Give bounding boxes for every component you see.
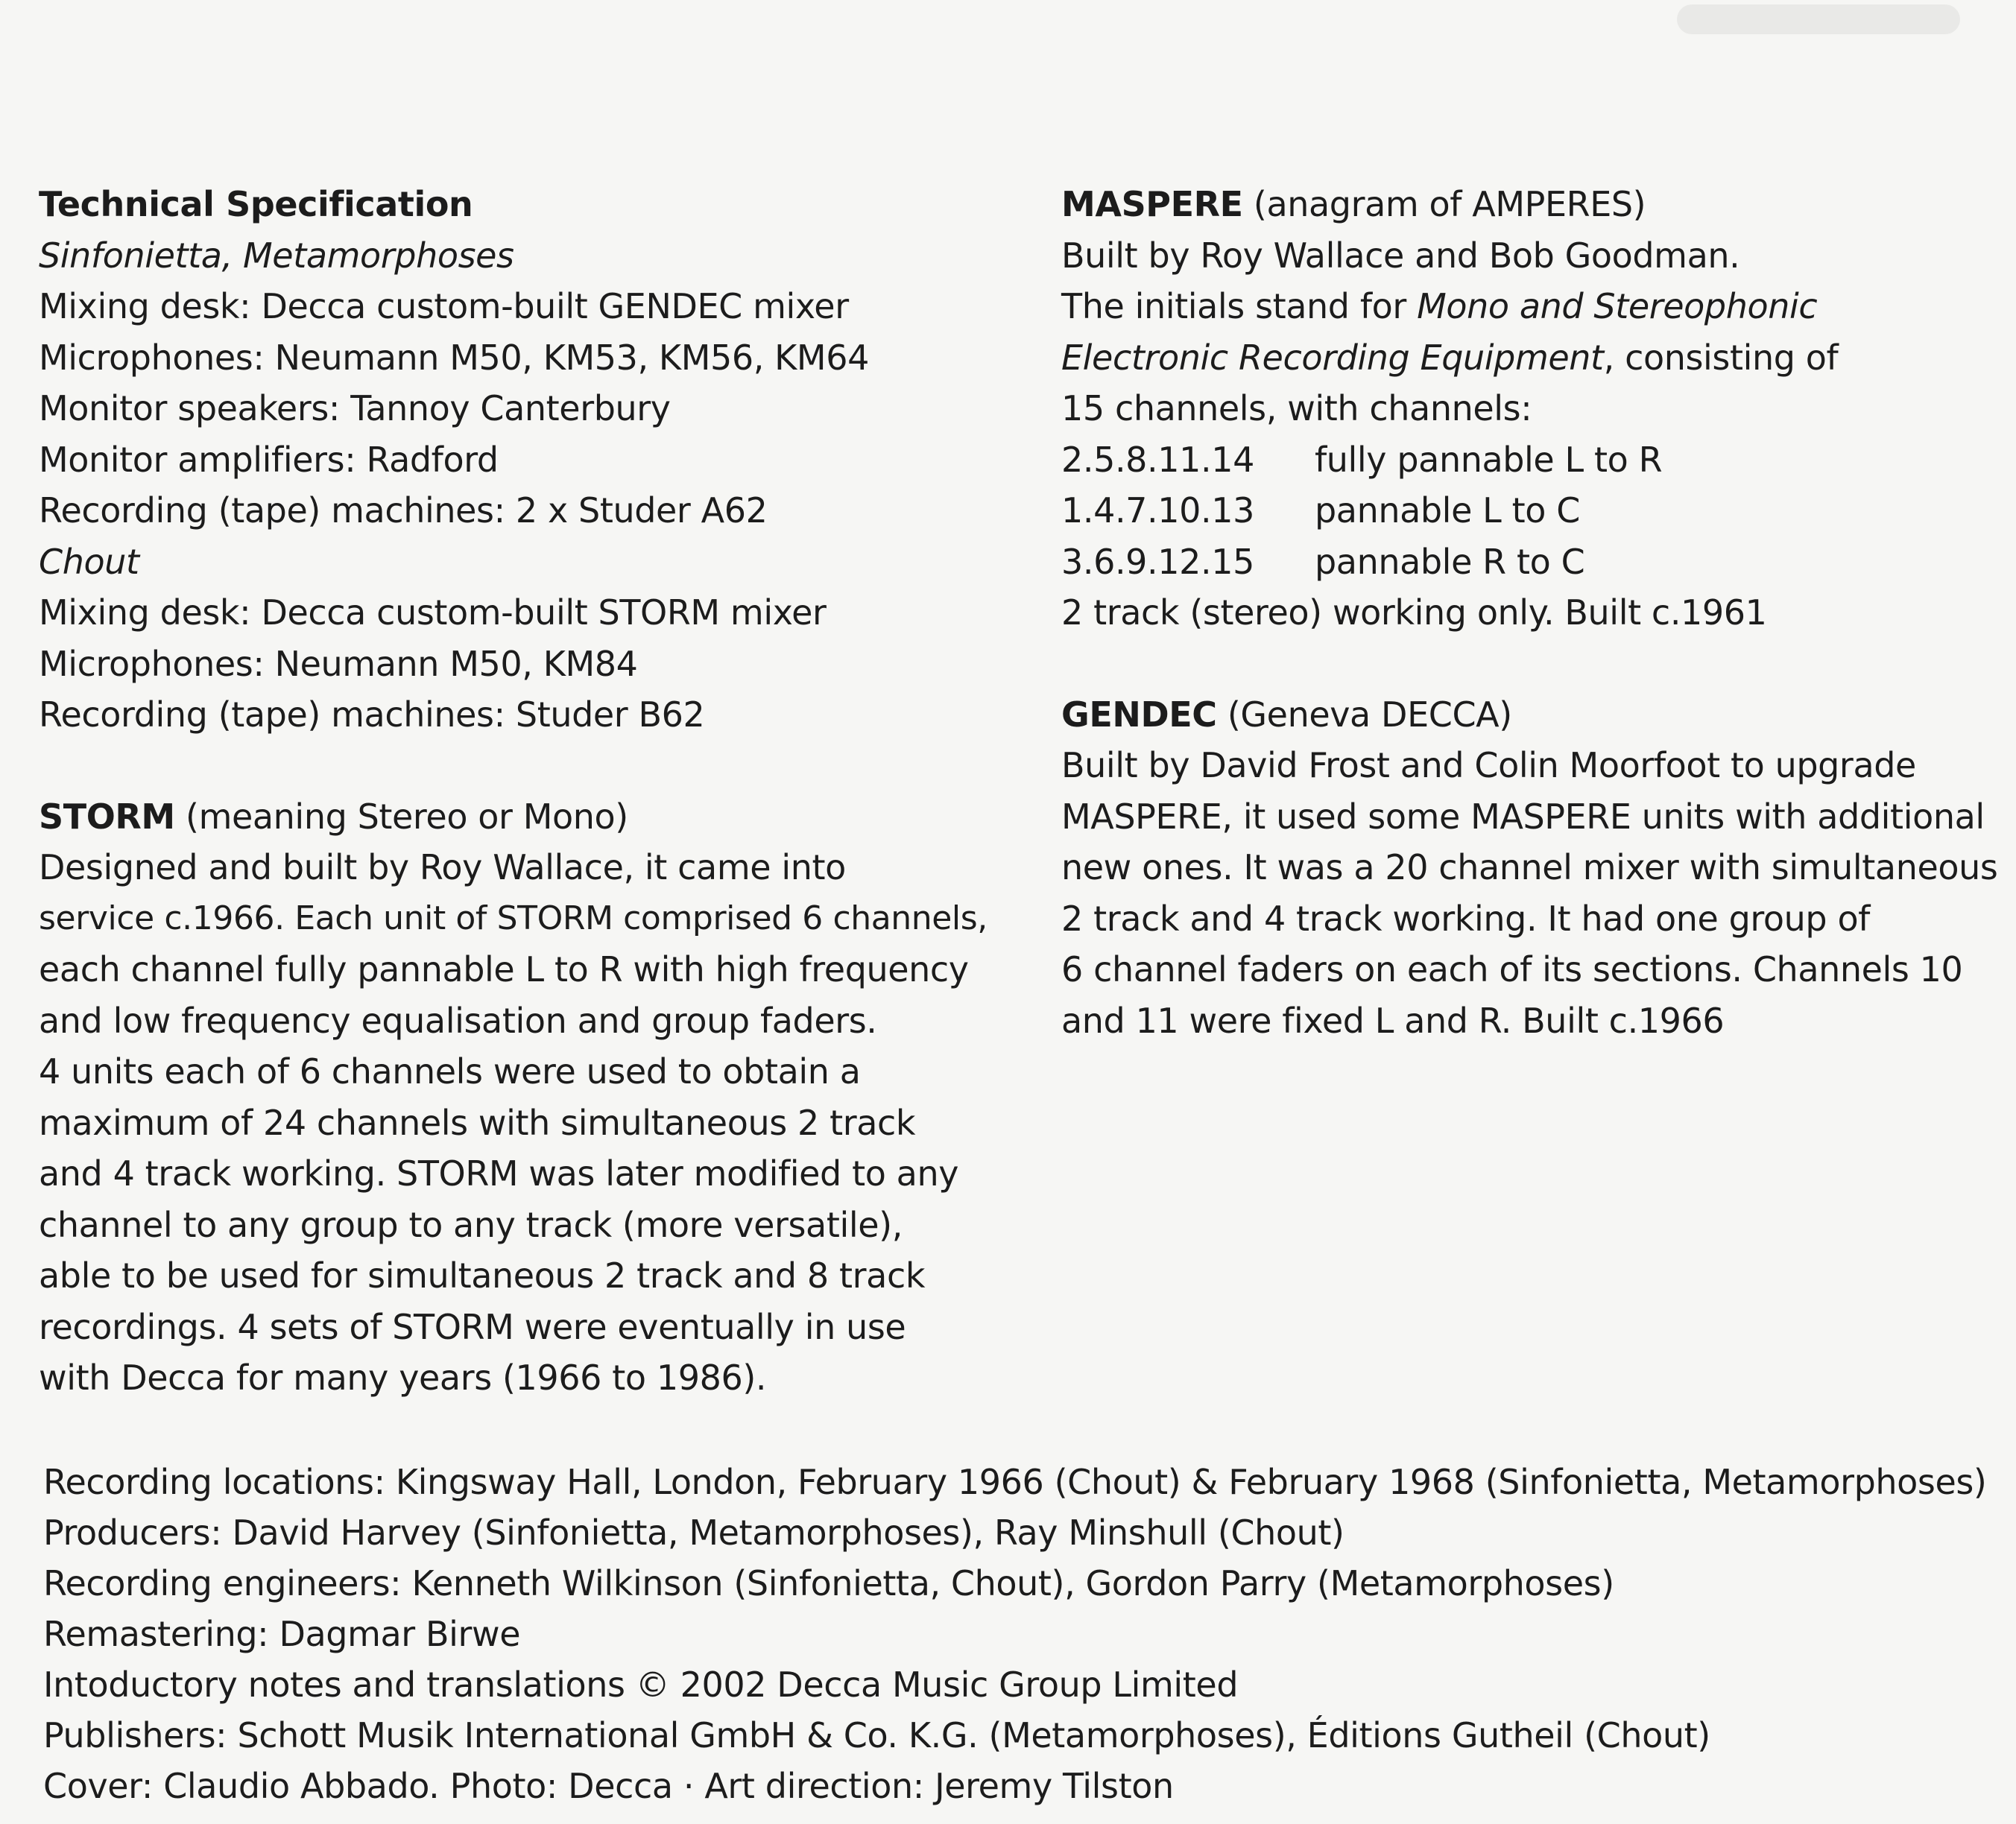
credit-recording-locations: Recording locations: Kingsway Hall, London, February 1966 (Chout) & February 1968 (Sinfonietta, Metamorphoses)	[43, 1462, 1987, 1502]
spacer	[1061, 639, 2008, 689]
maspere-heading	[1061, 179, 2008, 230]
storm-heading	[39, 791, 1008, 843]
gendec-line: 2 track and 4 track working. It had one group of	[1061, 898, 1870, 939]
credit-cover: Cover: Claudio Abbado. Photo: Decca · Art direction: Jeremy Tilston	[43, 1766, 1174, 1806]
mixing-desk-2: Mixing desk: Decca custom-built STORM mixer	[39, 592, 827, 633]
maspere-initials-text-2: , consisting of	[1603, 337, 1839, 378]
mixer-history-column	[1061, 179, 2008, 1046]
channel-description: fully pannable L to R	[1315, 439, 1663, 480]
maspere-initials	[1061, 281, 2008, 332]
storm-meaning: (meaning Stereo or Mono)	[174, 796, 628, 837]
maspere-meaning: (anagram of AMPERES)	[1242, 184, 1646, 224]
recording-credits	[43, 1457, 1996, 1811]
storm-line: able to be used for simultaneous 2 track and 8 track	[39, 1255, 926, 1296]
gendec-meaning: (Geneva DECCA)	[1216, 694, 1512, 735]
monitor-speakers: Monitor speakers: Tannoy Canterbury	[39, 388, 671, 428]
monitor-amplifiers: Monitor amplifiers: Radford	[39, 439, 499, 480]
microphones-1: Microphones: Neumann M50, KM53, KM56, KM64	[39, 337, 869, 378]
maspere-builders: Built by Roy Wallace and Bob Goodman.	[1061, 235, 1740, 276]
channel-numbers: 2.5.8.11.14	[1061, 439, 1254, 480]
gendec-name: GENDEC	[1061, 694, 1217, 735]
maspere-channel-count: 15 channels, with channels:	[1061, 388, 1532, 428]
storm-line: with Decca for many years (1966 to 1986).	[39, 1358, 767, 1398]
storm-line: service c.1966. Each unit of STORM comprised 6 channels,	[39, 899, 988, 937]
recording-machines-1: Recording (tape) machines: 2 x Studer A62	[39, 490, 768, 531]
channel-row	[1061, 485, 2008, 536]
gendec-line: new ones. It was a 20 channel mixer with simultaneous	[1061, 847, 1998, 887]
microphones-2: Microphones: Neumann M50, KM84	[39, 643, 638, 684]
credit-recording-engineers: Recording engineers: Kenneth Wilkinson (Sinfonietta, Chout), Gordon Parry (Metamorphoses)	[43, 1563, 1614, 1603]
spacer	[39, 741, 1008, 791]
tech-spec-heading: Technical Specification	[39, 184, 473, 224]
maspere-name: MASPERE	[1061, 184, 1243, 224]
gendec-line: Built by David Frost and Colin Moorfoot to upgrade	[1061, 745, 1916, 785]
channel-description: pannable L to C	[1315, 490, 1580, 531]
credit-producers: Producers: David Harvey (Sinfonietta, Metamorphoses), Ray Minshull (Chout)	[43, 1513, 1344, 1553]
work-title-chout: Chout	[39, 541, 139, 582]
technical-spec-column	[39, 179, 1008, 1404]
mixing-desk-1: Mixing desk: Decca custom-built GENDEC mixer	[39, 286, 849, 326]
channel-numbers: 1.4.7.10.13	[1061, 490, 1254, 531]
maspere-initials-italic-2: Electronic Recording Equipment	[1061, 337, 1604, 378]
maspere-built: 2 track (stereo) working only. Built c.1961	[1061, 592, 1767, 633]
channel-row	[1061, 536, 2008, 588]
recording-machines-2: Recording (tape) machines: Studer B62	[39, 694, 705, 735]
storm-line: each channel fully pannable L to R with high frequency	[39, 949, 969, 989]
gendec-line: and 11 were fixed L and R. Built c.1966	[1061, 1000, 1725, 1041]
gendec-line: MASPERE, it used some MASPERE units with additional	[1061, 796, 1985, 837]
maspere-initials-italic: Mono and Stereophonic	[1417, 286, 1818, 326]
credit-publishers: Publishers: Schott Musik International GmbH & Co. K.G. (Metamorphoses), Éditions Gutheil (Chout)	[43, 1715, 1710, 1755]
storm-line: maximum of 24 channels with simultaneous 2 track	[39, 1102, 916, 1143]
storm-line: recordings. 4 sets of STORM were eventually in use	[39, 1306, 906, 1347]
storm-name: STORM	[39, 796, 175, 837]
gendec-heading	[1061, 689, 2008, 741]
maspere-initials-cont	[1061, 332, 2008, 384]
credit-remastering: Remastering: Dagmar Birwe	[43, 1614, 521, 1654]
storm-line: and low frequency equalisation and group faders.	[39, 1000, 877, 1041]
channel-row	[1061, 434, 2008, 486]
work-title-sinfonietta: Sinfonietta, Metamorphoses	[39, 235, 514, 276]
maspere-initials-text: The initials stand for	[1061, 286, 1418, 326]
channel-description: pannable R to C	[1315, 541, 1585, 582]
storm-line: Designed and built by Roy Wallace, it came into	[39, 847, 846, 887]
channel-numbers: 3.6.9.12.15	[1061, 541, 1254, 582]
storm-line: and 4 track working. STORM was later modified to any	[39, 1153, 959, 1194]
storm-line: 4 units each of 6 channels were used to obtain a	[39, 1051, 861, 1092]
gendec-line: 6 channel faders on each of its sections. Channels 10	[1061, 949, 1963, 989]
credit-notes-translations: Intoductory notes and translations © 2002 Decca Music Group Limited	[43, 1665, 1239, 1705]
scan-smudge	[1677, 4, 1960, 34]
storm-line: channel to any group to any track (more versatile),	[39, 1204, 903, 1245]
